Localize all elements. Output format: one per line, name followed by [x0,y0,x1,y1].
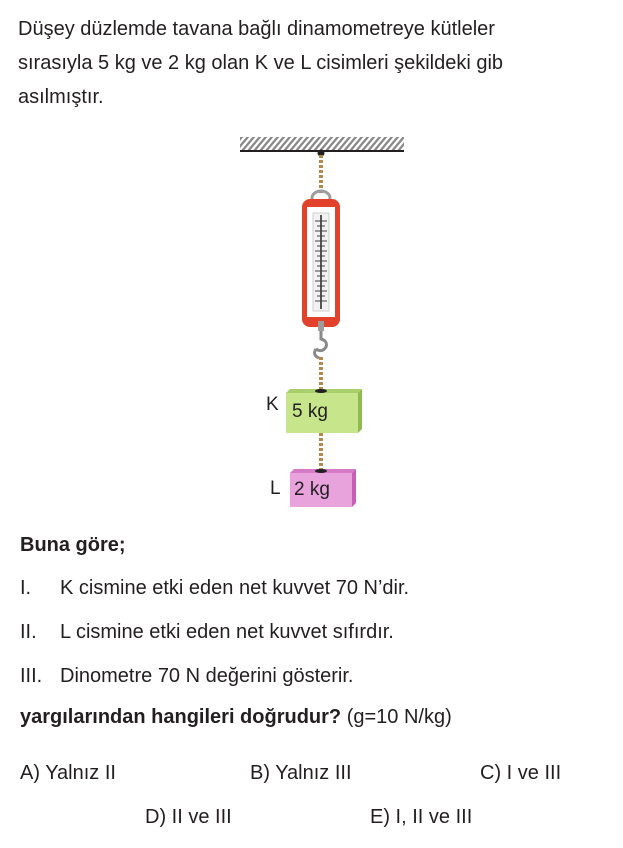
option-e[interactable]: E) I, II ve III [370,806,473,828]
question-bold-text: yargılarından hangileri doğrudur? [20,706,342,728]
lead-text: Buna göre; [20,534,126,556]
question-intro [18,12,618,114]
question-note: (g=10 N/kg) [346,706,452,728]
intro-line-1: Düşey düzlemde tavana bağlı dinamometreye kütleler [18,18,495,40]
intro-line-2: sırasıyla 5 kg ve 2 kg olan K ve L cisimleri şekildeki gib [18,52,504,74]
block-k-mass: 5 kg [292,401,328,422]
statement-1 [20,577,409,600]
dynamometer-drawing [230,135,420,515]
statement-1-text: K cismine etki eden net kuvvet 70 N’dir. [60,577,410,599]
dynamometer-figure [230,135,420,515]
block-l-mass: 2 kg [294,479,330,500]
intro-line-3: asılmıştır. [18,86,104,108]
statement-3-number: III. [20,665,43,687]
statement-1-number: I. [20,577,32,599]
block-k-letter: K [266,394,279,415]
option-a[interactable]: A) Yalnız II [20,762,116,784]
option-d[interactable]: D) II ve III [145,806,232,828]
statement-2-text: L cismine etki eden net kuvvet sıfırdır. [60,621,394,643]
statement-3 [20,665,353,688]
dynamometer-body [302,199,340,331]
statement-3-text: Dinometre 70 N değerini gösterir. [60,665,354,687]
statement-2-number: II. [20,621,37,643]
block-l-letter: L [270,478,281,499]
option-b[interactable]: B) Yalnız III [250,762,352,784]
statement-2 [20,621,394,644]
ceiling [240,137,404,151]
option-c[interactable]: C) I ve III [480,762,562,784]
dynamometer-hook [316,331,326,351]
question-prompt [20,706,452,729]
